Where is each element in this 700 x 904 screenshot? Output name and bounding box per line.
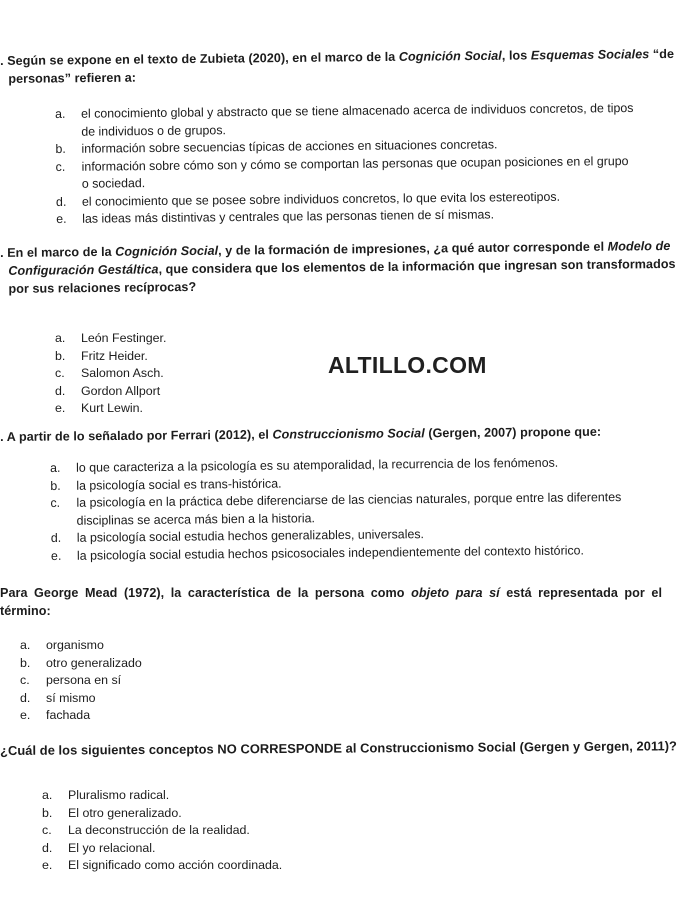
question-5-line-1: ¿Cuál de los siguientes conceptos NO CORRESPONDE al Construccionismo Social (Gergen y Gergen, 2011)? (0, 738, 678, 758)
question-3-options (50, 453, 696, 565)
question-2-line-2: Configuración Gestáltica, que considera que los elementos de la información que ingresan son transformados (8, 256, 676, 278)
watermark: ALTILLO.COM (328, 352, 487, 378)
question-4-options (20, 637, 320, 725)
option-4d: d. sí mismo (20, 690, 96, 705)
option-3c: c. la psicología en la práctica debe diferenciarse de las ciencias naturales, porque entre las diferentes disciplinas se acerca más bien a la historia. (50, 490, 622, 528)
question-4-line-1: Para George Mead (1972), la característica de la persona como objeto para sí está representada por el (0, 586, 663, 600)
option-1a: a. el conocimiento global y abstracto que se tiene almacenado acerca de individuos concretos, de tipos de individuos o de grupos. (55, 100, 634, 139)
option-1b: b. información sobre secuencias típicas de acciones en situaciones concretas. (55, 137, 498, 156)
question-2 (0, 237, 691, 298)
option-5c: c. La deconstrucción de la realidad. (42, 823, 250, 837)
question-5 (0, 737, 698, 760)
question-1-line-1: . Según se expone en el texto de Zubieta (2020), en el marco de la Cognición Social, los Esquemas Sociales “de (0, 46, 675, 68)
option-1c: c. información sobre cómo son y cómo se comportan las personas que ocupan posiciones en el grupo o sociedad. (55, 153, 629, 191)
option-1e: e. las ideas más distintivas y centrales que las personas tienen de sí mismas. (56, 207, 495, 226)
option-3b: b. la psicología social es trans-histórica. (50, 476, 282, 493)
option-2a: a. León Festinger. (55, 331, 167, 345)
option-5a: a. Pluralismo radical. (42, 788, 170, 802)
question-2-line-1: . En el marco de la Cognición Social, y de la formación de impresiones, ¿a qué autor corresponde el Modelo de (0, 238, 671, 260)
question-2-options (55, 330, 355, 418)
option-4a: a. organismo (20, 638, 104, 652)
question-5-options (42, 787, 442, 875)
question-4-line-2: término: (0, 604, 51, 618)
question-3 (0, 422, 690, 446)
option-5d: d. El yo relacional. (42, 840, 156, 855)
option-1d: d. el conocimiento que se posee sobre individuos concretos, lo que evita los estereotipos. (55, 189, 561, 209)
option-4c: c. persona en sí (20, 673, 122, 687)
question-2-line-3: por sus relaciones recíprocas? (8, 279, 197, 296)
option-4b: b. otro generalizado (20, 655, 142, 670)
option-4e: e. fachada (20, 708, 91, 722)
option-3a: a. lo que caracteriza a la psicología es su atemporalidad, la recurrencia de los fenómenos. (50, 455, 559, 475)
question-1-options (55, 99, 696, 228)
question-1 (0, 45, 690, 88)
question-1-line-2: personas” refieren a: (8, 70, 137, 86)
option-3d: d. la psicología social estudia hechos generalizables, universales. (50, 527, 425, 545)
option-2b: b. Fritz Heider. (55, 348, 148, 363)
option-2e: e. Kurt Lewin. (55, 401, 143, 415)
option-5e: e. El significado como acción coordinada. (42, 858, 283, 872)
option-5b: b. El otro generalizado. (42, 805, 182, 820)
option-2d: d. Gordon Allport (55, 383, 161, 398)
question-3-line-1: . A partir de lo señalado por Ferrari (2012), el Construccionismo Social (Gergen, 2007) propone que: (0, 424, 602, 444)
option-3e: e. la psicología social estudia hechos psicosociales independientemente del contexto histórico. (50, 542, 584, 563)
question-4 (0, 584, 698, 620)
option-2c: c. Salomon Asch. (55, 366, 164, 380)
